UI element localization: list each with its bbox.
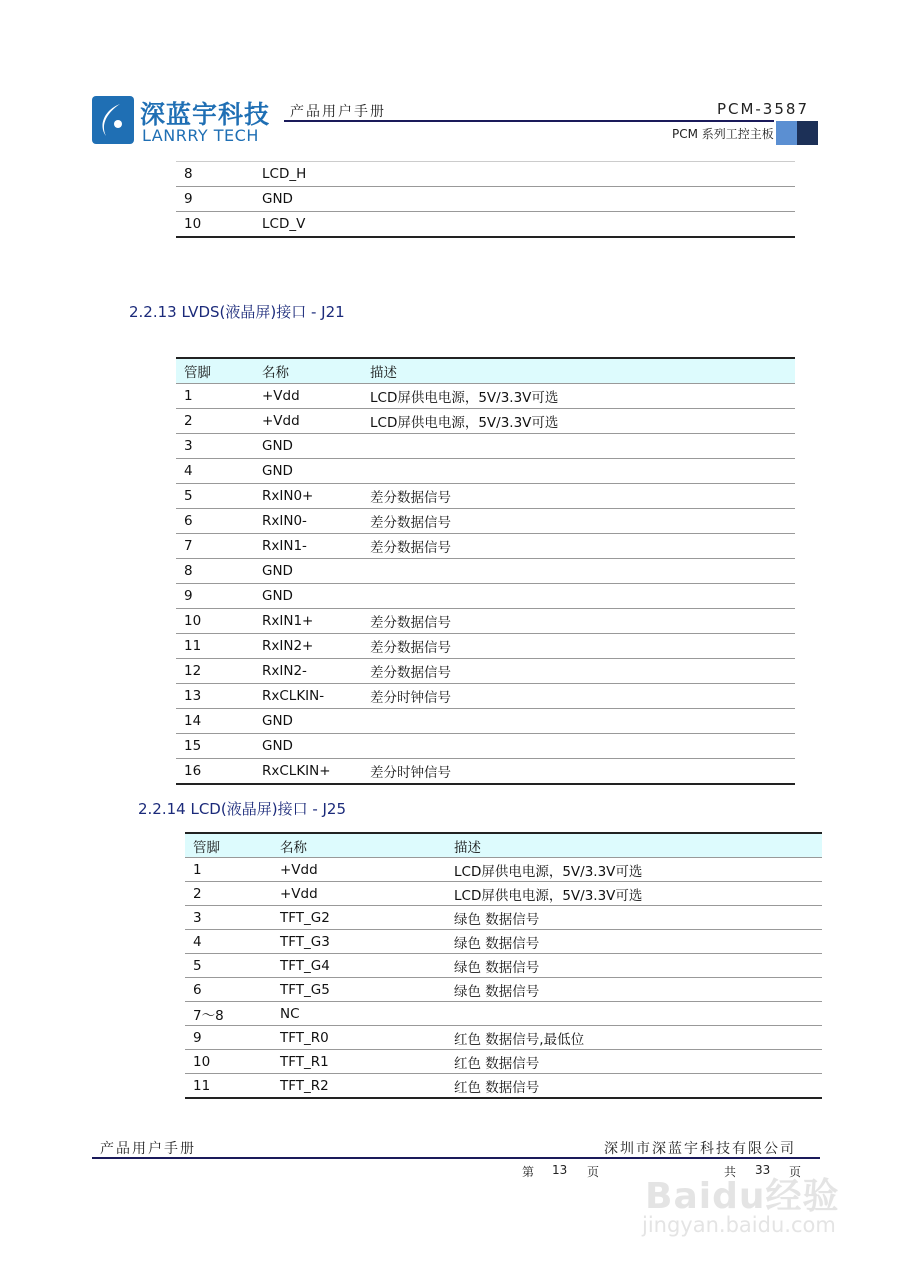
name-cell: GND — [254, 434, 362, 459]
footer-divider — [92, 1157, 820, 1159]
pin-cell: 2 — [185, 882, 272, 906]
table-row — [185, 1002, 822, 1026]
name-cell: +Vdd — [272, 882, 446, 906]
pin-cell: 3 — [176, 434, 254, 459]
name-cell: NC — [272, 1002, 446, 1026]
table-header-row — [176, 358, 795, 384]
table-row — [176, 584, 795, 609]
page-label: 第 — [522, 1165, 535, 1179]
desc-cell — [446, 1002, 822, 1026]
logo-chinese-name: 深蓝宇科技 — [140, 100, 271, 129]
desc-cell: 差分数据信号 — [362, 609, 795, 634]
desc-cell: 绿色 数据信号 — [446, 978, 822, 1002]
pin-cell: 9 — [176, 187, 254, 212]
name-cell: LCD_H — [254, 162, 795, 187]
pin-cell: 9 — [176, 584, 254, 609]
desc-cell: 描述 — [362, 358, 795, 384]
header-block-light — [776, 121, 797, 145]
desc-cell: 差分时钟信号 — [362, 759, 795, 785]
pin-cell: 2 — [176, 409, 254, 434]
header-subtitle: PCM 系列工控主板 — [672, 127, 774, 141]
pin-cell: 6 — [176, 509, 254, 534]
desc-cell: LCD屏供电电源，5V/3.3V可选 — [446, 858, 822, 882]
table-row — [176, 212, 795, 238]
page-label: 页 — [587, 1165, 600, 1179]
desc-cell — [362, 734, 795, 759]
pin-cell: 1 — [185, 858, 272, 882]
desc-cell: 描述 — [446, 833, 822, 858]
desc-cell: 绿色 数据信号 — [446, 906, 822, 930]
table-row — [176, 534, 795, 559]
table-row — [176, 559, 795, 584]
pin-cell: 10 — [176, 212, 254, 238]
watermark-url: jingyan.baidu.com — [642, 1213, 836, 1237]
pin-cell: 16 — [176, 759, 254, 785]
header-model: PCM-3587 — [716, 100, 809, 118]
name-cell: GND — [254, 559, 362, 584]
desc-cell: 绿色 数据信号 — [446, 954, 822, 978]
table-row — [185, 858, 822, 882]
pin-cell: 5 — [176, 484, 254, 509]
table-row — [176, 509, 795, 534]
name-cell: GND — [254, 734, 362, 759]
table-row — [176, 709, 795, 734]
table-row — [185, 954, 822, 978]
name-cell: 名称 — [272, 833, 446, 858]
desc-cell — [362, 459, 795, 484]
desc-cell — [362, 434, 795, 459]
desc-cell: 红色 数据信号 — [446, 1074, 822, 1099]
desc-cell: LCD屏供电电源，5V/3.3V可选 — [446, 882, 822, 906]
table-lcd-j25 — [185, 832, 822, 1099]
name-cell: TFT_R2 — [272, 1074, 446, 1099]
table-row — [185, 906, 822, 930]
name-cell: TFT_G3 — [272, 930, 446, 954]
table-row — [176, 609, 795, 634]
name-cell: RxIN2+ — [254, 634, 362, 659]
table-row — [176, 187, 795, 212]
pin-cell: 13 — [176, 684, 254, 709]
section-title-lvds: 2.2.13 LVDS(液晶屏)接口 - J21 — [129, 303, 345, 321]
pin-cell: 4 — [185, 930, 272, 954]
pin-cell: 15 — [176, 734, 254, 759]
logo-english-name: LANRRY TECH — [142, 126, 259, 145]
name-cell: 名称 — [254, 358, 362, 384]
name-cell: RxIN1+ — [254, 609, 362, 634]
total-pages: 33 — [755, 1163, 771, 1177]
header-block-dark — [797, 121, 818, 145]
header-divider — [284, 120, 774, 122]
table-row — [176, 734, 795, 759]
desc-cell: 差分数据信号 — [362, 509, 795, 534]
desc-cell: 红色 数据信号 — [446, 1050, 822, 1074]
pin-cell: 14 — [176, 709, 254, 734]
name-cell: RxIN0+ — [254, 484, 362, 509]
desc-cell: 差分数据信号 — [362, 484, 795, 509]
table-row — [176, 409, 795, 434]
table-row — [185, 1074, 822, 1099]
table-row — [176, 162, 795, 187]
table-row — [176, 384, 795, 409]
name-cell: GND — [254, 584, 362, 609]
desc-cell: 差分数据信号 — [362, 634, 795, 659]
name-cell: LCD_V — [254, 212, 795, 238]
pin-cell: 11 — [176, 634, 254, 659]
table-row — [176, 459, 795, 484]
page-number: 13 — [552, 1163, 568, 1177]
name-cell: RxIN1- — [254, 534, 362, 559]
section-title-lcd: 2.2.14 LCD(液晶屏)接口 - J25 — [138, 800, 347, 818]
watermark-brand: Baidu经验 — [645, 1176, 840, 1217]
desc-cell: LCD屏供电电源，5V/3.3V可选 — [362, 384, 795, 409]
pin-cell: 管脚 — [176, 358, 254, 384]
pin-cell: 8 — [176, 162, 254, 187]
name-cell: GND — [254, 187, 795, 212]
name-cell: +Vdd — [272, 858, 446, 882]
name-cell: +Vdd — [254, 409, 362, 434]
table-row — [185, 930, 822, 954]
pin-cell: 6 — [185, 978, 272, 1002]
name-cell: GND — [254, 459, 362, 484]
table-row — [185, 1050, 822, 1074]
table-row — [185, 978, 822, 1002]
desc-cell: 差分数据信号 — [362, 659, 795, 684]
table-prev-continued — [176, 161, 795, 238]
pin-cell: 10 — [176, 609, 254, 634]
desc-cell: 差分时钟信号 — [362, 684, 795, 709]
desc-cell: 差分数据信号 — [362, 534, 795, 559]
header-doc-title: 产品用户手册 — [290, 104, 386, 120]
table-row — [185, 1026, 822, 1050]
pin-cell: 4 — [176, 459, 254, 484]
table-row — [176, 684, 795, 709]
desc-cell: 红色 数据信号,最低位 — [446, 1026, 822, 1050]
table-row — [176, 634, 795, 659]
name-cell: RxCLKIN- — [254, 684, 362, 709]
name-cell: RxCLKIN+ — [254, 759, 362, 785]
desc-cell — [362, 559, 795, 584]
pin-cell: 1 — [176, 384, 254, 409]
name-cell: TFT_R0 — [272, 1026, 446, 1050]
desc-cell — [362, 709, 795, 734]
pin-cell: 管脚 — [185, 833, 272, 858]
pin-cell: 10 — [185, 1050, 272, 1074]
pin-cell: 5 — [185, 954, 272, 978]
name-cell: TFT_G5 — [272, 978, 446, 1002]
footer-company: 深圳市深蓝宇科技有限公司 — [604, 1141, 796, 1157]
pin-cell: 12 — [176, 659, 254, 684]
table-row — [176, 659, 795, 684]
table-row — [176, 484, 795, 509]
pin-cell: 7～8 — [185, 1002, 272, 1026]
table-row — [185, 882, 822, 906]
pin-cell: 9 — [185, 1026, 272, 1050]
name-cell: TFT_R1 — [272, 1050, 446, 1074]
name-cell: GND — [254, 709, 362, 734]
name-cell: TFT_G4 — [272, 954, 446, 978]
pin-cell: 7 — [176, 534, 254, 559]
pin-cell: 3 — [185, 906, 272, 930]
footer-doc-title: 产品用户手册 — [100, 1141, 196, 1157]
table-lvds-j21 — [176, 357, 795, 785]
company-logo-icon — [92, 96, 134, 144]
table-header-row — [185, 833, 822, 858]
table-row — [176, 434, 795, 459]
name-cell: RxIN0- — [254, 509, 362, 534]
table-row — [176, 759, 795, 785]
desc-cell: 绿色 数据信号 — [446, 930, 822, 954]
pin-cell: 11 — [185, 1074, 272, 1099]
name-cell: +Vdd — [254, 384, 362, 409]
desc-cell — [362, 584, 795, 609]
total-label: 页 — [789, 1165, 802, 1179]
pin-cell: 8 — [176, 559, 254, 584]
total-label: 共 — [724, 1165, 737, 1179]
name-cell: TFT_G2 — [272, 906, 446, 930]
name-cell: RxIN2- — [254, 659, 362, 684]
desc-cell: LCD屏供电电源，5V/3.3V可选 — [362, 409, 795, 434]
